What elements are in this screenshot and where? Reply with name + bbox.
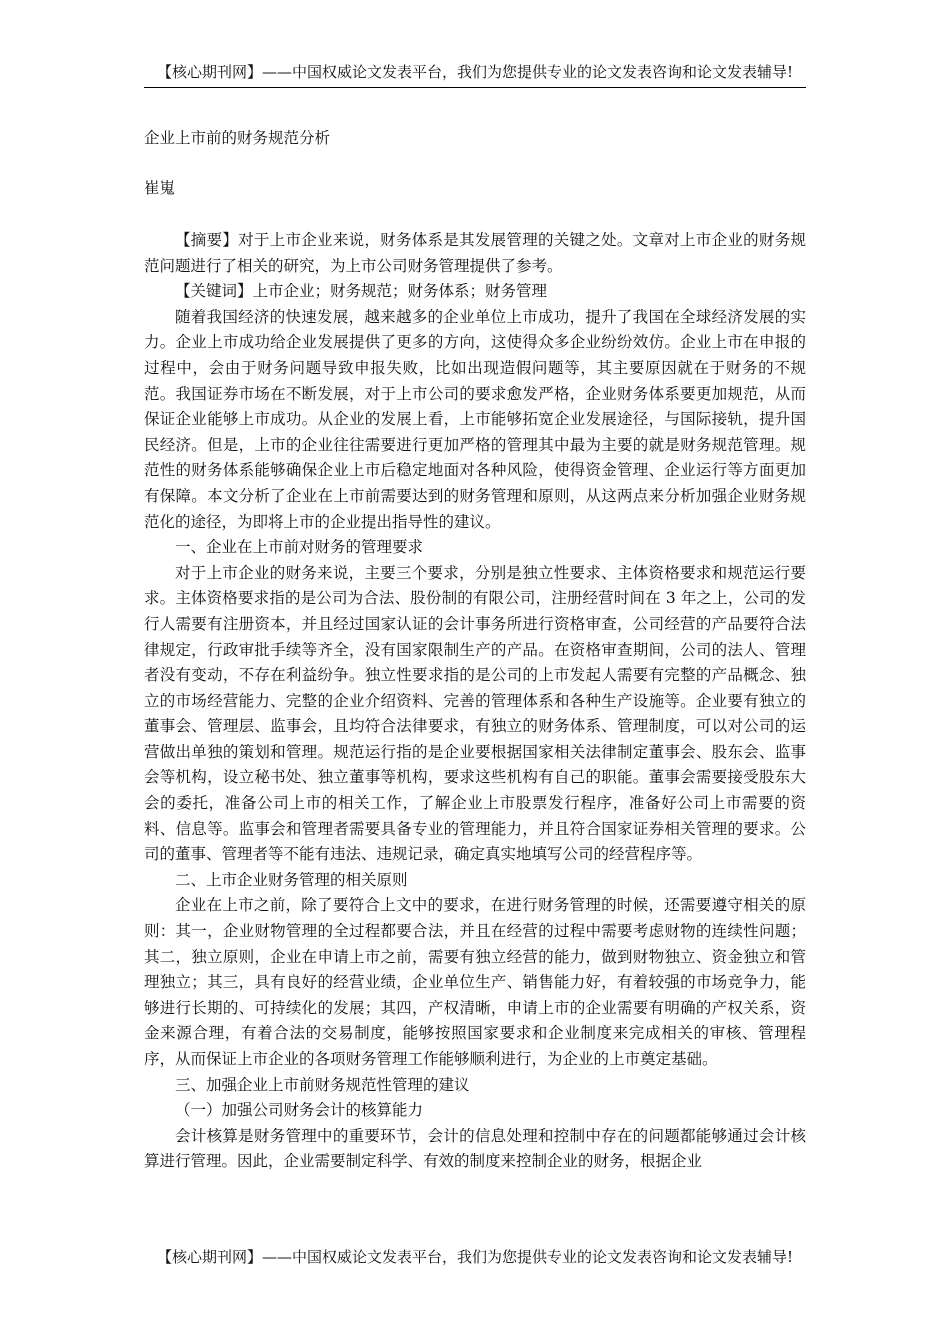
intro-paragraph: 随着我国经济的快速发展，越来越多的企业单位上市成功，提升了我国在全球经济发展的实力。企业上市成功给企业发展提供了更多的方向，这使得众多企业纷纷效仿。企业上市在申报的过程中，会由于财务问题导致申报失败，比如出现造假问题等，其主要原因就在于财务的不规范。我国证券市场在不断发展，对于上市公司的要求愈发严格，企业财务体系要更加规范，从而保证企业能够上市成功。从企业的发展上看，上市能够拓宽企业发展途径，与国际接轨，提升国民经济。但是，上市的企业往往需要进行更加严格的管理其中最为主要的就是财务规范管理。规范性的财务体系能够确保企业上市后稳定地面对各种风险，使得资金管理、企业运行等方面更加有保障。本文分析了企业在上市前需要达到的财务管理和原则，从这两点来分析加强企业财务规范化的途径，为即将上市的企业提出指导性的建议。 <box>144 307 806 531</box>
spacer <box>144 202 806 228</box>
page-header: 【核心期刊网】——中国权威论文发表平台，我们为您提供专业的论文发表咨询和论文发表辅导! <box>156 63 794 81</box>
subsection-1-paragraph: 会计核算是财务管理中的重要环节，会计的信息处理和控制中存在的问题都能够通过会计核算进行管理。因此，企业需要制定科学、有效的制度来控制企业的财务，根据企业 <box>144 1126 806 1171</box>
article-title: 企业上市前的财务规范分析 <box>144 129 331 147</box>
header-divider <box>144 87 806 88</box>
abstract-paragraph: 【摘要】对于上市企业来说，财务体系是其发展管理的关键之处。文章对上市企业的财务规范问题进行了相关的研究，为上市公司财务管理提供了参考。 <box>144 231 806 275</box>
section-2-paragraph: 企业在上市之前，除了要符合上文中的要求，在进行财务管理的时候，还需要遵守相关的原则：其一，企业财物管理的全过程都要合法，并且在经营的过程中需要考虑财物的连续性问题；其二，独立原则，企业在申请上市之前，需要有独立经营的能力，做到财物独立、资金独立和管理独立；其三，具有良好的经营业绩，企业单位生产、销售能力好，有着较强的市场竞争力，能够进行长期的、可持续化的发展；其四，产权清晰，申请上市的企业需要有明确的产权关系，资金来源合理，有着合法的交易制度，能够按照国家要求和企业制度来完成相关的审核、管理程序，从而保证上市企业的各项财务管理工作能够顺利进行，为企业的上市奠定基础。 <box>144 896 806 1068</box>
keywords-paragraph: 【关键词】上市企业；财务规范；财务体系；财务管理 <box>175 282 548 301</box>
section-1-paragraph: 对于上市企业的财务来说，主要三个要求，分别是独立性要求、主体资格要求和规范运行要求。主体资格要求指的是公司为合法、股份制的有限公司，注册经营时间在 3 年之上，公司的发行人需要有注册资本，并且经过国家认证的会计事务所进行资格审查，公司经营的产品要符合法律规定，行政审批手续等齐全，没有国家限制生产的产品。在资格审查期间，公司的法人、管理者没有变动，不存在利益纷争。独立性要求指的是公司的上市发起人需要有完整的产品概念、独立的市场经营能力、完整的企业介绍资料、完善的管理体系和各种生产设施等。企业要有独立的董事会、管理层、监事会，且均符合法律要求，有独立的财务体系、管理制度，可以对公司的运营做出单独的策划和管理。规范运行指的是企业要根据国家相关法律制定董事会、股东会、监事会等机构，设立秘书处、独立董事等机构，要求这些机构有自己的职能。董事会需要接受股东大会的委托，准备公司上市的相关工作，了解企业上市股票发行程序，准备好公司上市需要的资料、信息等。监事会和管理者需要具备专业的管理能力，并且符合国家证券相关管理的要求。公司的董事、管理者等不能有违法、违规记录，确定真实地填写公司的经营程序等。 <box>144 563 806 864</box>
subsection-heading-1: （一）加强公司财务会计的核算能力 <box>175 1101 424 1120</box>
article-author: 崔嵬 <box>144 179 176 197</box>
section-heading-2: 二、上市企业财务管理的相关原则 <box>175 870 408 889</box>
page-footer: 【核心期刊网】——中国权威论文发表平台，我们为您提供专业的论文发表咨询和论文发表辅导! <box>156 1248 794 1266</box>
article-body <box>144 124 806 1175</box>
section-heading-3: 三、加强企业上市前财务规范性管理的建议 <box>175 1075 470 1094</box>
section-heading-1: 一、企业在上市前对财务的管理要求 <box>175 538 424 557</box>
